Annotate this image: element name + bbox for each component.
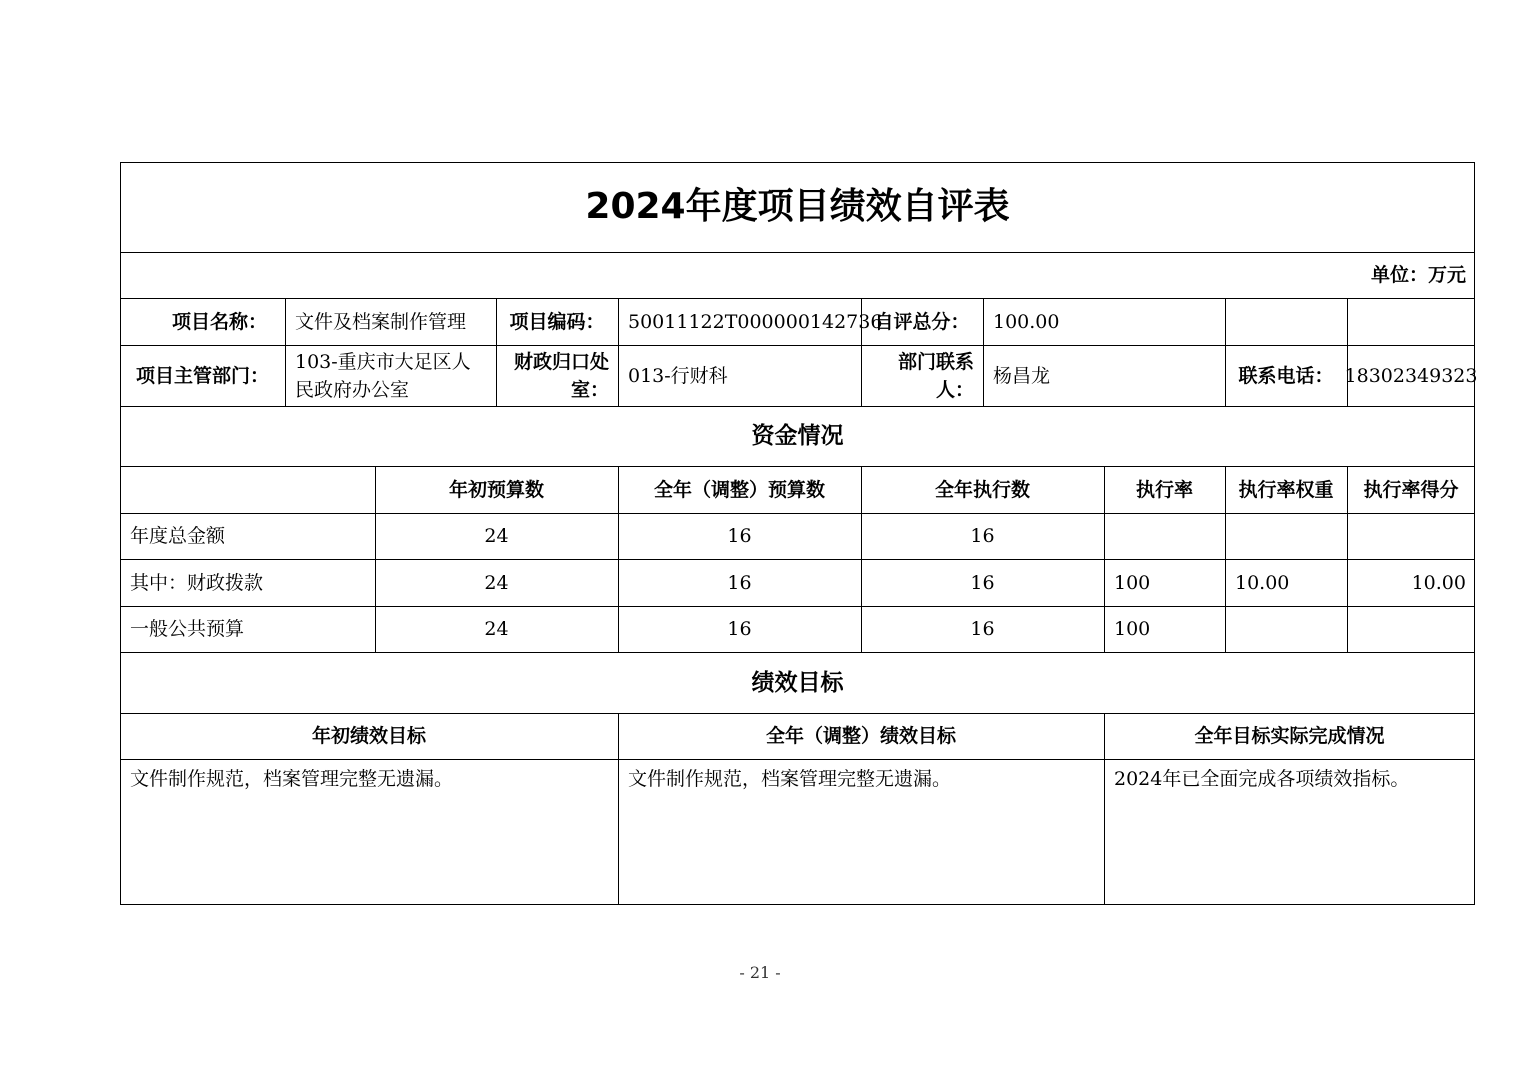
funds-cell: 16 [970, 618, 995, 640]
dept-label: 项目主管部门： [135, 364, 269, 387]
funds-header: 执行率权重 [1238, 478, 1334, 501]
project-code-label: 项目编码： [509, 310, 605, 333]
phone-value: 18302349323 [1344, 364, 1478, 387]
funds-row-label: 年度总金额 [130, 525, 226, 547]
funds-cell [1347, 513, 1475, 559]
actual-completion-text: 2024年已全面完成各项绩效指标。 [1114, 768, 1410, 790]
funds-header: 全年（调整）预算数 [653, 478, 825, 501]
funds-section-title: 资金情况 [751, 423, 844, 449]
funds-cell: 100 [1114, 571, 1151, 594]
dept-value: 103-重庆市大足区人民政府办公室 [295, 350, 471, 401]
funds-cell: 16 [727, 618, 752, 640]
funds-cell: 24 [484, 525, 509, 547]
adjusted-goal-text: 文件制作规范，档案管理完整无遗漏。 [628, 768, 952, 790]
funds-cell: 24 [484, 618, 509, 640]
initial-goal-text: 文件制作规范，档案管理完整无遗漏。 [130, 768, 454, 790]
project-name-label: 项目名称： [171, 310, 267, 333]
phone-label: 联系电话： [1238, 364, 1334, 387]
finance-office-value: 013-行财科 [628, 364, 728, 387]
performance-table [120, 162, 1478, 905]
funds-header: 全年执行数 [934, 478, 1030, 501]
funds-cell: 16 [727, 525, 752, 547]
funds-header: 执行率 [1135, 478, 1193, 501]
funds-cell: 16 [970, 525, 995, 547]
project-name-value: 文件及档案制作管理 [295, 310, 467, 333]
self-score-value: 100.00 [993, 310, 1060, 333]
funds-cell: 10.00 [1411, 571, 1466, 594]
funds-cell: 24 [484, 571, 509, 594]
funds-cell: 10.00 [1235, 571, 1290, 594]
funds-row-label: 其中：财政拨款 [130, 571, 264, 594]
funds-row-label: 一般公共预算 [130, 618, 245, 640]
goals-header: 年初绩效目标 [311, 725, 426, 747]
unit-label: 单位：万元 [1370, 264, 1466, 286]
funds-cell: 16 [727, 571, 752, 594]
page-title: 2024年度项目绩效自评表 [585, 186, 1010, 227]
funds-header: 年初预算数 [448, 478, 544, 501]
funds-cell: 16 [970, 571, 995, 594]
contact-label: 部门联系人： [897, 350, 974, 401]
finance-office-label: 财政归口处室： [513, 350, 609, 401]
self-score-label: 自评总分： [874, 310, 970, 333]
funds-cell [1104, 513, 1225, 559]
funds-cell [1225, 513, 1347, 559]
project-code-value: 50011122T000000142736 [628, 310, 883, 333]
goals-section-title: 绩效目标 [751, 669, 844, 696]
goals-header: 全年目标实际完成情况 [1194, 725, 1385, 747]
funds-header: 执行率得分 [1363, 478, 1459, 501]
goals-header: 全年（调整）绩效目标 [765, 725, 956, 747]
funds-cell [1225, 606, 1347, 652]
funds-cell: 100 [1114, 618, 1151, 640]
contact-value: 杨昌龙 [993, 364, 1051, 387]
funds-cell [1347, 606, 1475, 652]
page-number: - 21 - [739, 963, 781, 982]
